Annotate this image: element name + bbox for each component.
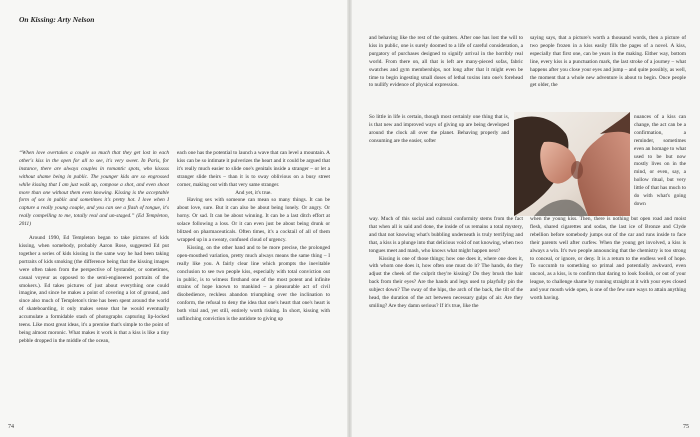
kissing-photo-illustration — [514, 112, 630, 216]
body-paragraph: Around 1990, Ed Templeton began to take pictures of kids kissing, when somebody, probably Aaron Rose, suggested Ed put together a series of kids kissing in the same way he had been taking portraits of kids smoking (the difference being that the kissing images were often taken from the perspective of bystander, or sometimes, casual voyeur as opposed to the semi-engineered portraits of the smokers.). Ed takes pictures of just about everything one could imagine, and since he makes a point of covering a lot of ground, and since also much of Templeton's time has been spent around the world of skateboarding, it only makes sense that he would eventually accumulate a formidable stash of photographs capturing lip-locked teens. Like most great ideas, it's a premise that's simple to the point of being almost moronic. What makes it work is that a kiss is like a tiny pebble dropped in the middle of the ocean, — [19, 235, 169, 344]
left-column-2 — [177, 150, 330, 422]
body-paragraph: when the young kiss. Then, there is nothing but open road and moist flesh, shared cigarettes and sodas, the last ice of Bronze and Clyde rebellion before somebody jumps out of the car and runs inside to face their parents well after curfew. When the young get involved, a kiss is always a win. It's two people announcing that the chemistry is too strong to conceal, or ignore, or deny. It is a return to the endless well of hope. To succumb to something so primal and potentially awkward, even uncool, as a kiss, is to confirm that daring to look foolish, or out of your league, to challenge shame by running straight at it with your eyes closed and your mouth wide open, is one of the few sure ways to attain anything worth having. — [530, 216, 686, 302]
body-paragraph: Kissing is one of those things; how one does it, where one does it, with whom one does it, how often one must do it? The hands, do they adjust the cheek of the culprit they're kissing? Do they brush the hair back from their eyes? Are the hands and legs used to playfully pin the subject down? The sway of the hips, the arch of the back, the tilt of the head, the duration of the act between necessary gulps of air. Are they smiling? Are they damn serious? If it's true, like the — [369, 255, 523, 309]
running-header: On Kissing: Arty Nelson — [19, 15, 95, 24]
right-column-2-wrap — [634, 114, 686, 216]
right-column-2-top — [530, 35, 686, 114]
body-paragraph: Kissing, on the other hand and to be more precise, the prolonged open-mouthed variation, pretty much always means the same thing – I really like you. A fairly clear line which prompts the inevitable conclusion to see two people kiss, especially with total conviction out in public, is to witness firsthand one of the most potent and infinite strains of hope known to mankind – a pleasurable act of civil disobedience, reckless abandon triumphing over the inclination to conform, the refusal to deny the idea that one's heart that one's heart is both vital and, yet still, entirely worth risking. In short, kissing with unflinching conviction is the antidote to giving up — [177, 244, 330, 323]
page-number-left: 74 — [8, 424, 14, 430]
body-paragraph: Having sex with someone can mean so many things. It can be about love, sure. But it can also be about being lonely. Or angry. Or horny. Or sad. It can be about winning. It can be a last ditch effort at solace following a loss. Or it can even just be about being drunk or blitzed on pharmaceuticals. Often times, it's a cocktail of all of them wrapped up in a sweaty, confused cloud of urgency. — [177, 197, 330, 243]
left-column-1 — [19, 150, 169, 422]
body-paragraph: So little in life is certain, though most certainly one thing that is, is that new and improved ways of giving up are being developed around the clock all over the planet. Behaving properly and consuming are the easier, softer — [369, 114, 509, 144]
right-column-1-top — [369, 35, 523, 114]
pull-quote: “When love overtakes a couple so much that they get lost in each other's kiss in the open for all to see, it's very sweet. In Paris, for instance, there are always couples in romantic spots, who kisssss without shame being in public. The younger kids are so engrossed while kissing that I am just walk up, compose a shot, and even shoot more than one without them even knowing. Kissing is the acceptable form of sex in public and sometimes it's pretty hot. I love when I capture a really young couple, and you can see a flash of tongue, it's really compelling to me, totally real and un-staged.” (Ed Templeton, 2011) — [19, 150, 169, 228]
body-paragraph: saying says, that a picture's worth a thousand words, then a picture of two people frozen in a kiss easily fills the pages of a novel. A kiss, especially that first one, can be years in the making. Either way, bottom line, every kiss is a punctuation mark, the last stroke of a journey – what happens after you close your eyes and jump – and quite possibly, as well, the moment that a whole new adventure is about to begin. Once people get older, the — [530, 35, 686, 89]
kissing-photo — [514, 112, 630, 216]
page-number-right: 75 — [683, 424, 689, 430]
right-column-1-bottom — [369, 216, 523, 422]
body-paragraph: each one has the potential to launch a wave that can level a mountain. A kiss can be so intimate it pulverizes the heart and it could be argued that it's really much easier to slide one's genitals inside a stranger – or let a stranger slide theirs – than it is to sway oblivious on a busy street corner, making out with that very same stranger. — [177, 150, 330, 188]
body-paragraph: way. Much of this social and cultural conformity stems from the fact that when all is said and done, the inside of us remains a total mystery, and that not knowing what's bubbling underneath is truly terrifying and that, a kiss is a plunge into that delicious void of not knowing, when two tongues meet and mash, who knows what might happen next? — [369, 216, 523, 254]
body-paragraph: And yet, it's true. — [235, 189, 272, 196]
right-column-2-bottom — [530, 216, 686, 422]
right-column-1-wrap — [369, 114, 509, 214]
body-paragraph: nuances of a kiss can change, the act can be a confirmation, a reminder, sometimes even an homage to what used to be but now mostly lives on in the mind, or even, say, a hollow ritual, but very little of that has much to do with what's going down — [634, 114, 686, 207]
body-paragraph: and behaving like the rest of the quitters. After one has lost the will to kiss in public, one is surely doomed to a life of careful consideration, a purgatory of purchases designed to signify arrival in the horribly real world. From there on, all that is left are many-pieced sofas, fabric swatches and gym memberships, not long after that it might even be time to begin ingesting small doses of lethal toxins into one's forehead to nullify evidence of physical expression. — [369, 35, 523, 89]
book-gutter — [347, 0, 352, 437]
